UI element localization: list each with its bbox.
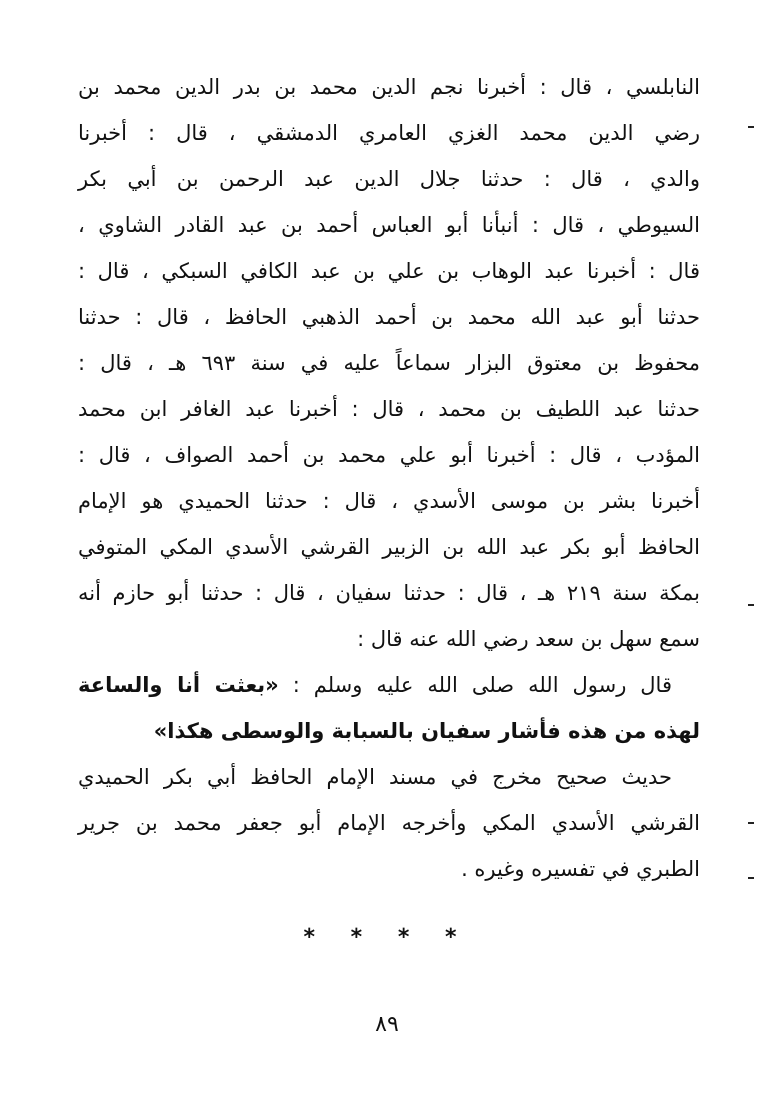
text-line: سمع سهل بن سعد رضي الله عنه قال : [357,627,700,651]
margin-mark [748,604,754,606]
page-number: ٨٩ [375,1012,399,1037]
text-line: السيوطي ، قال : أنبأنا أبو العباس أحمد بن عبد القادر الشاوي ، [78,213,700,237]
text-line: النابلسي ، قال : أخبرنا نجم الدين محمد بن بدر الدين محمد بن [78,75,700,99]
text-line: محفوظ بن معتوق البزار سماعاً عليه في سنة ٦٩٣ هـ ، قال : [78,351,700,375]
text-line: والدي ، قال : حدثنا جلال الدين عبد الرحمن بن أبي بكر [78,167,700,191]
hadith-line-1 [78,662,700,708]
text-line: بمكة سنة ٢١٩ هـ ، قال : حدثنا سفيان ، قال : حدثنا أبو حازم أنه [78,581,701,605]
text-line: الطبري في تفسيره وغيره . [461,857,700,881]
margin-mark [748,877,754,879]
text-line: حديث صحيح مخرج في مسند الإمام الحافظ أبي بكر الحميدي [78,765,672,789]
text-line: القرشي الأسدي المكي وأخرجه الإمام أبو جعفر محمد بن جرير [78,811,700,835]
text-line: حدثنا عبد اللطيف بن محمد ، قال : أخبرنا عبد الغافر ابن محمد [78,397,700,421]
margin-mark [748,822,754,824]
margin-mark [748,126,754,128]
hadith-text-start: «بعثت أنا والساعة [78,673,279,697]
section-separator: * * * * [303,925,471,950]
text-line: الحافظ أبو بكر عبد الله بن الزبير القرشي الأسدي المكي المتوفي [78,535,700,559]
hadith-line-2: لهذه من هذه فأشار سفيان بالسبابة والوسطى هكذا» [153,719,700,743]
text-line: أخبرنا بشر بن موسى الأسدي ، قال : حدثنا الحميدي هو الإمام [78,489,700,513]
text-line: رضي الدين محمد الغزي العامري الدمشقي ، قال : أخبرنا [78,121,700,145]
text-line: قال : أخبرنا عبد الوهاب بن علي بن عبد الكافي السبكي ، قال : [78,259,700,283]
hadith-intro: قال رسول الله صلى الله عليه وسلم : [278,673,672,697]
main-text [78,64,700,892]
text-line: حدثنا أبو عبد الله محمد بن أحمد الذهبي الحافظ ، قال : حدثنا [78,305,700,329]
text-line: المؤدب ، قال : أخبرنا أبو علي محمد بن أحمد الصواف ، قال : [78,443,700,467]
